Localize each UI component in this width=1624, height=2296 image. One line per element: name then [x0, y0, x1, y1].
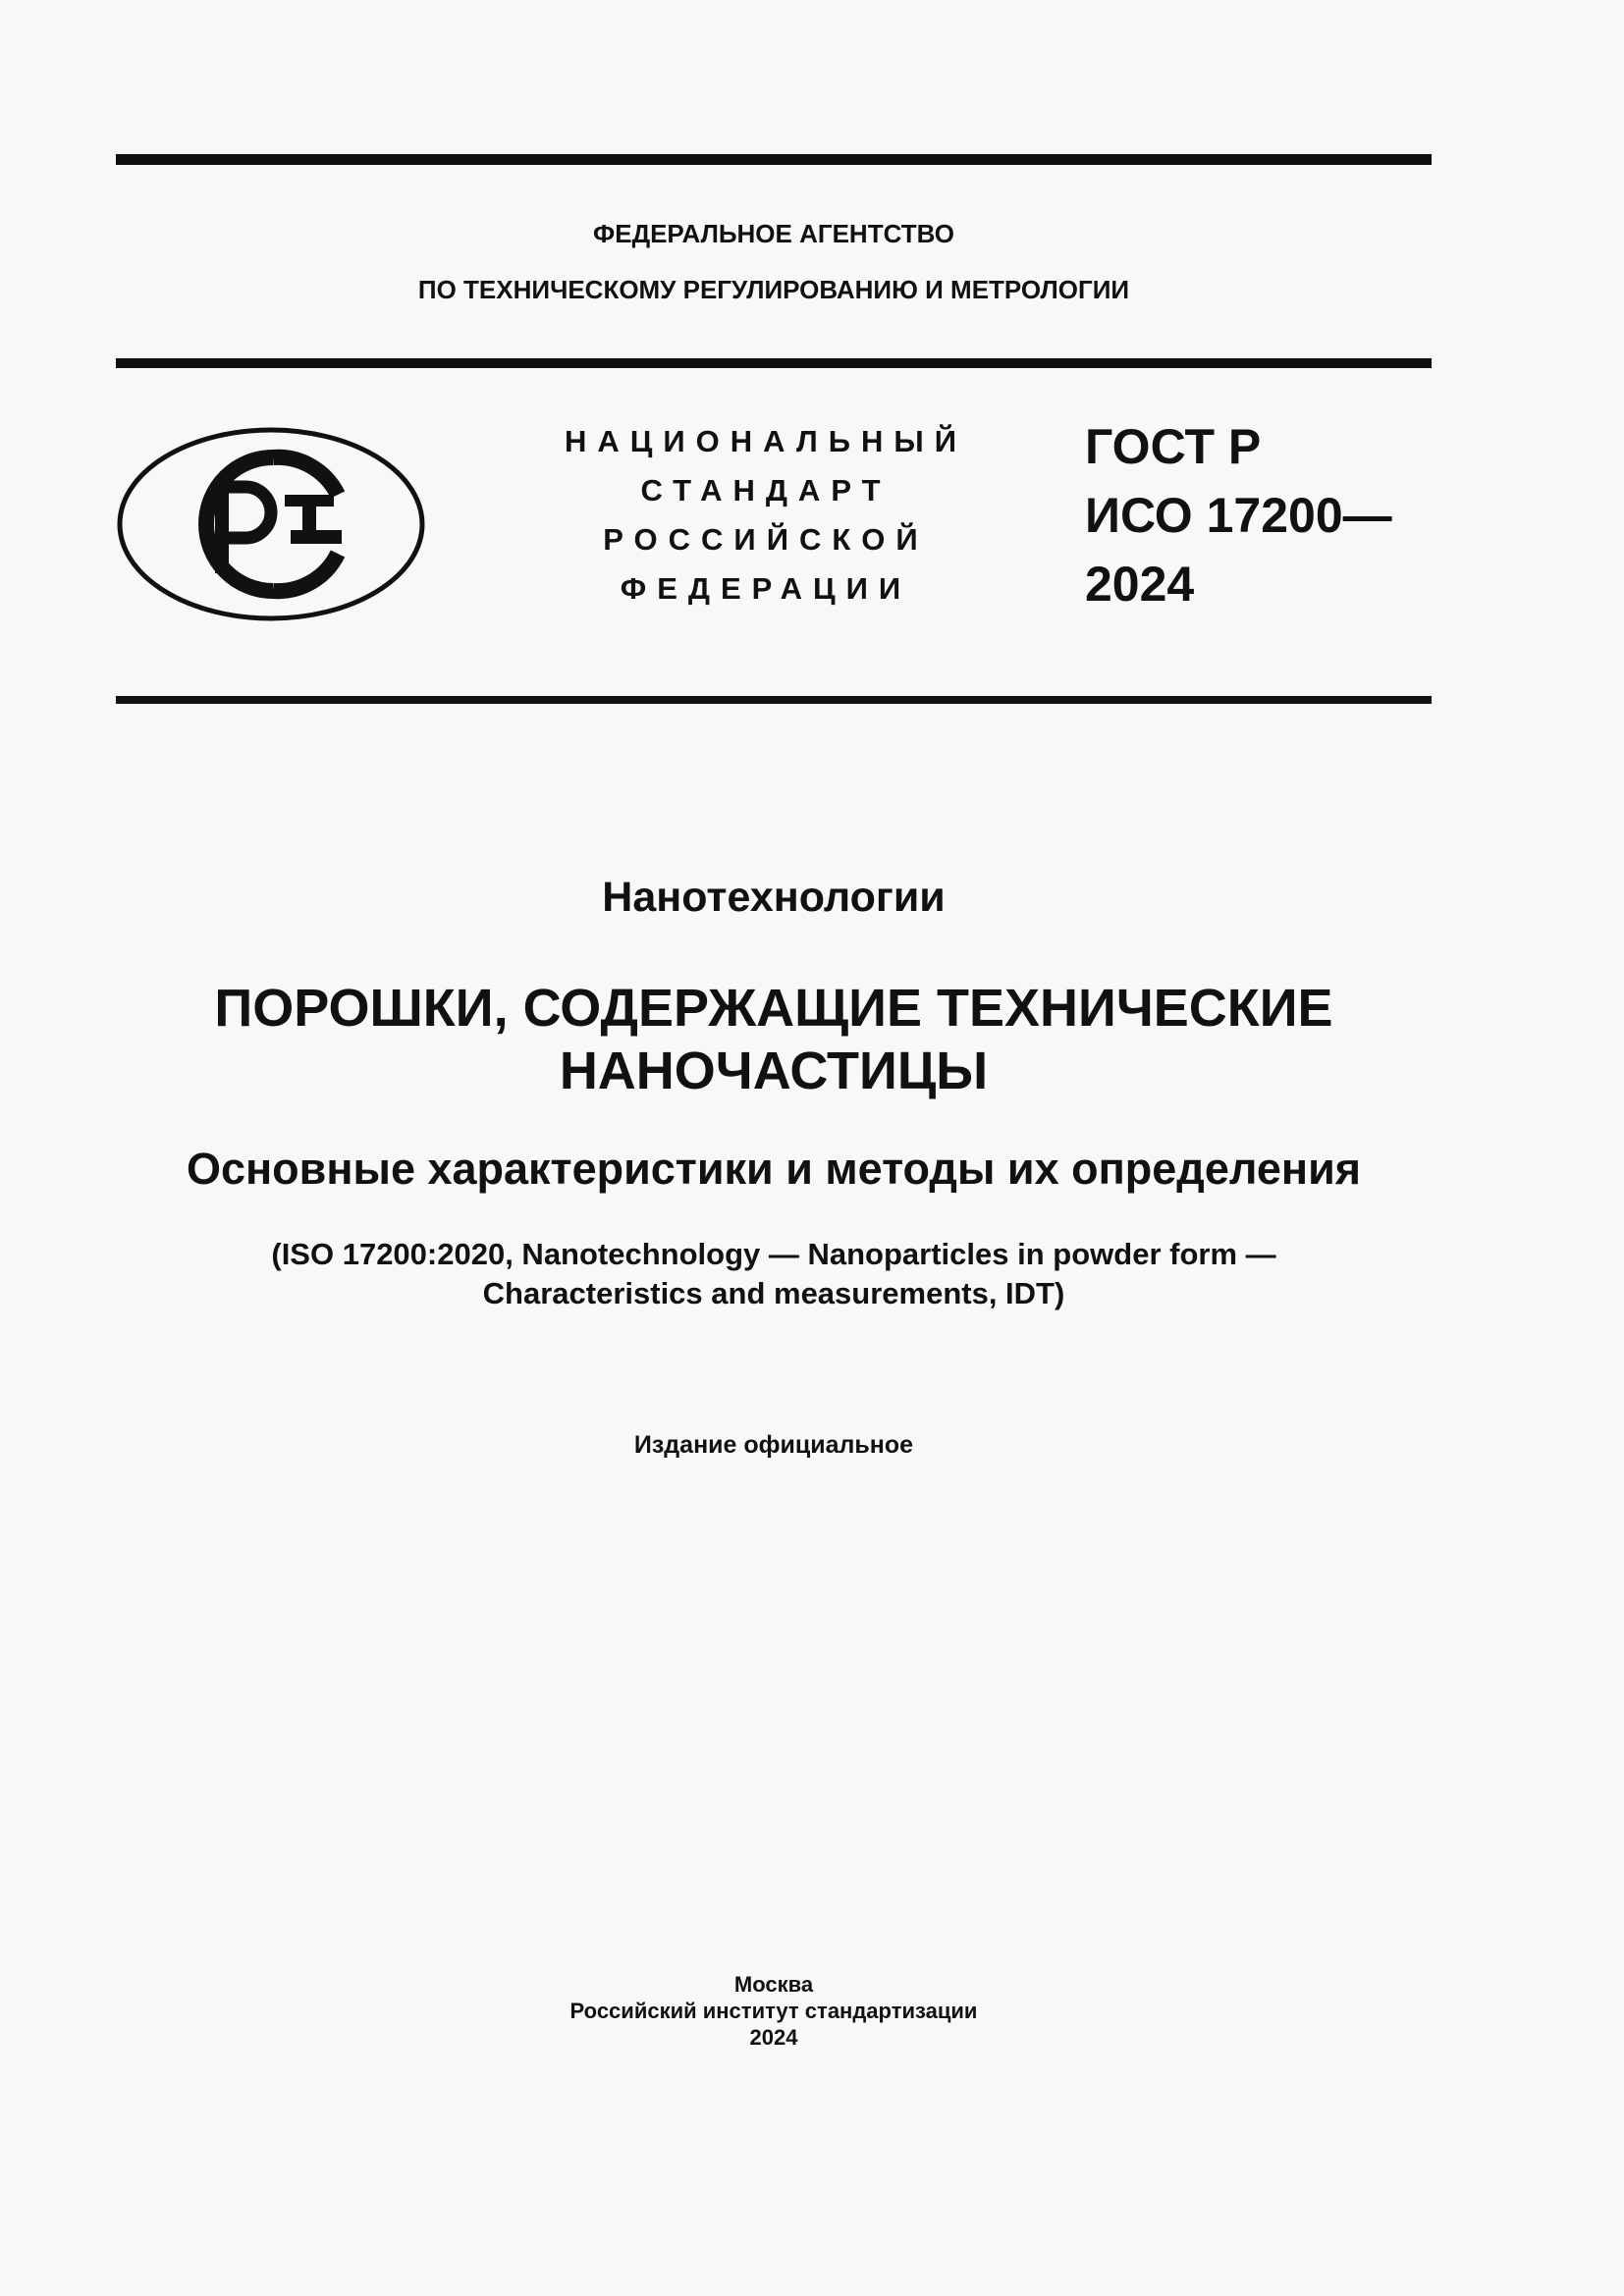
iso-reference-line-1: (ISO 17200:2020, Nanotechnology — Nanoparticles in powder form — — [271, 1237, 1276, 1271]
designation-line-1: ГОСТ Р — [1085, 419, 1262, 474]
imprint-publisher: Российский институт стандартизации — [569, 1999, 978, 2023]
imprint-city: Москва — [733, 1972, 814, 1997]
section-rule — [116, 696, 1432, 704]
title-line-2: НАНОЧАСТИЦЫ — [559, 1041, 989, 1100]
standard-designation — [1085, 412, 1438, 618]
rst-logo-icon — [116, 426, 426, 622]
agency-name — [116, 206, 1432, 318]
iso-reference — [116, 1235, 1432, 1313]
designation-line-2: ИСО 17200— — [1085, 488, 1392, 543]
agency-line-1: ФЕДЕРАЛЬНОЕ АГЕНТСТВО — [593, 219, 954, 248]
agency-line-2: ПО ТЕХНИЧЕСКОМУ РЕГУЛИРОВАНИЮ И МЕТРОЛОГИИ — [417, 275, 1130, 304]
edition-note: Издание официальное — [633, 1431, 914, 1459]
designation-line-3: 2024 — [1085, 557, 1195, 612]
national-standard-line-4: ФЕДЕРАЦИИ — [620, 571, 912, 606]
title-line-1: ПОРОШКИ, СОДЕРЖАЩИЕ ТЕХНИЧЕСКИЕ — [214, 979, 1333, 1038]
top-rule — [116, 154, 1432, 165]
national-standard-line-3: РОССИЙСКОЙ — [603, 522, 929, 557]
national-standard-label — [550, 417, 982, 614]
document-title — [116, 977, 1432, 1102]
national-standard-line-2: СТАНДАРТ — [640, 473, 892, 507]
imprint-year: 2024 — [749, 2025, 798, 2050]
iso-reference-line-2: Characteristics and measurements, IDT) — [482, 1276, 1065, 1310]
header-rule — [116, 358, 1432, 368]
national-standard-line-1: НАЦИОНАЛЬНЫЙ — [564, 424, 968, 458]
topic-heading: Нанотехнологии — [602, 874, 946, 921]
document-subtitle: Основные характеристики и методы их определения — [186, 1144, 1362, 1194]
imprint — [116, 1971, 1432, 2051]
